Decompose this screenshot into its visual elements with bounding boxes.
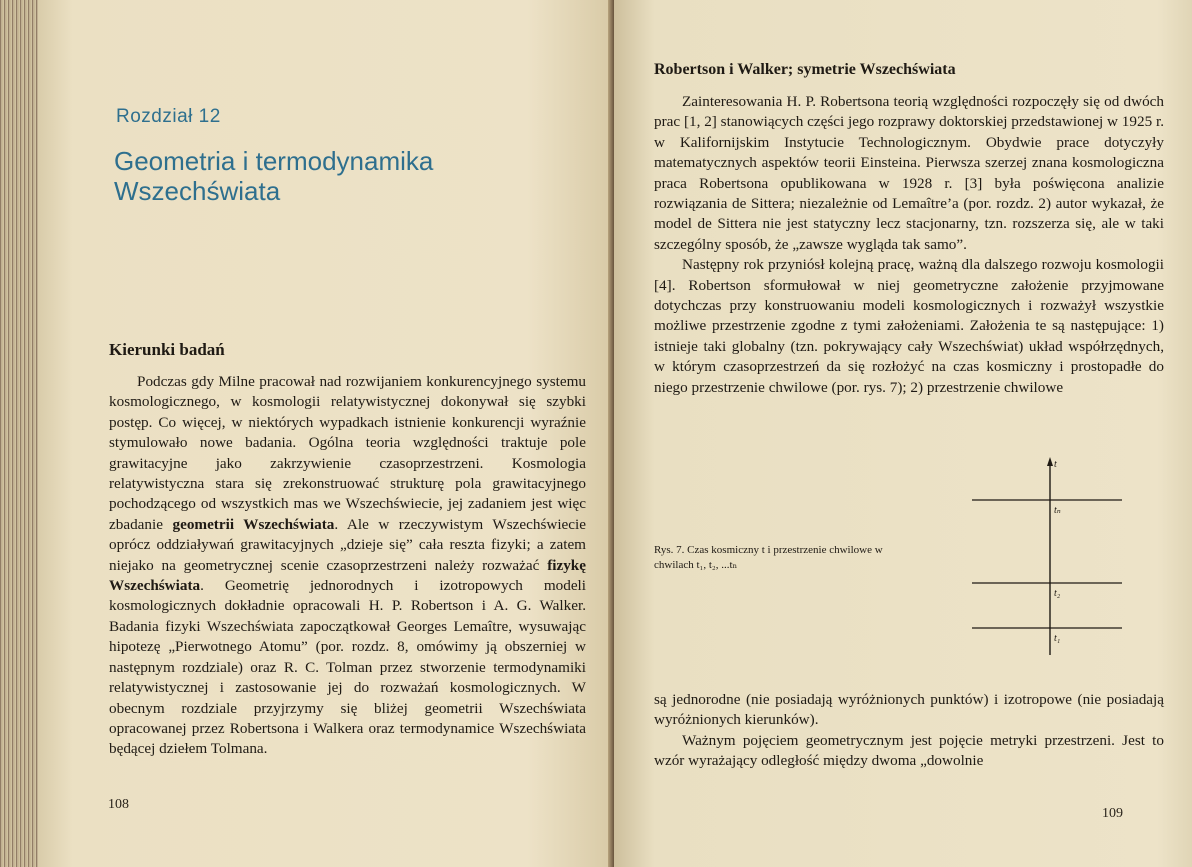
left-paragraph <box>109 372 586 760</box>
chapter-title <box>114 146 534 206</box>
text-run: . Ale w rzeczywistym Wszechświecie oprócz oddziaływań grawitacyjnych „dzieje się” cała reszta fizyki; a zatem niejako na geometrycznej scenie czasoprzestrzeni należy rozważać <box>109 515 586 574</box>
figure-7-diagram <box>972 455 1152 655</box>
right-paragraph-1: Zainteresowania H. P. Robertsona teorią względności rozpoczęły się od dwóch prac [1, 2] stanowiących części jego rozprawy doktorskiej przedstawionej w 1925 r. w Kalifornijskim Instytucie Technologicznym. Obydwie prace dotyczyły matematycznych aspektów teorii Einsteina. Pierwsza szerzej znana kosmologiczna praca Robertsona opublikowana w 1928 r. [3] była poświęcona analizie rozwiązania de Sittera; niezależnie od Lemaître’a (por. rozdz. 2) autor wykazał, że model de Sittera nie jest statyczny lecz stacjonarny, tzn. rozszerza się, ale w taki szczególny sposób, że „zawsze wygląda tak samo”. <box>654 93 1164 253</box>
label-tn: tₙ <box>1054 505 1061 516</box>
text-run: . Geometrię jednorodnych i izotropowych modeli kosmologicznych dokładnie opracowali H. P. Robertson i A. G. Walker. Badania fizyki Wszechświata zapoczątkował Georges Lemaître, wysuwając hipotezę „Pierwotnego Atomu” (por. rozdz. 8, omówimy ją obszerniej w następnym rozdziale) oraz R. C. Tolman przez stworzenie termodynamiki relatywistycznej i zastosowanie jej do rozważań kosmologicznych. W obecnym rozdziale przyjrzymy się bliżej geometrii Wszechświata opracowanej przez Robertsona i Walkera oraz termodynamice Wszechświata będącej dziełem Tolmana. <box>109 577 586 758</box>
left-body-text <box>109 372 586 760</box>
page-edges <box>0 0 40 867</box>
section-heading-robertson: Robertson i Walker; symetrie Wszechświata <box>654 61 956 78</box>
page-number-left: 108 <box>108 797 129 812</box>
time-axis-arrow <box>1047 457 1053 466</box>
right-body-text <box>654 92 1164 398</box>
label-t1: t₁ <box>1054 633 1061 644</box>
right-page <box>614 0 1192 867</box>
chapter-title-line1: Geometria i termodynamika <box>114 146 434 176</box>
bold-term: geometrii Wszechświata <box>172 515 335 533</box>
text-run: Podczas gdy Milne pracował nad rozwijaniem konkurencyjnego systemu kosmologicznego, w kosmologii relatywistycznej dokonywał się szybki postęp. Co więcej, w niektórych wypadkach istnienie konkurencji wyraźnie stymulowało nowe badania. Ogólna teoria względności traktuje pole grawitacyjne jako zakrzywienie czasoprzestrzeni. Kosmologia relatywistyczna stara się zrekonstruować strukturę pola grawitacyjnego pochodzącego od wszystkich mas we Wszechświecie, jej zadaniem jest więc zbadanie <box>109 373 586 533</box>
bold-term: fizykę Wszechświata <box>109 556 586 595</box>
right-paragraph-3: są jednorodne (nie posiadają wyróżnionych punktów) i izotropowe (nie posiadają wyróżnionych kierunków). <box>654 691 1164 729</box>
section-heading-kierunki: Kierunki badań <box>109 340 225 359</box>
page-number-right: 109 <box>1102 806 1123 821</box>
label-t2: t₂ <box>1054 588 1061 599</box>
axis-label-t: t <box>1054 459 1057 470</box>
chapter-label: Rozdział 12 <box>116 106 221 127</box>
right-paragraph-2: Następny rok przyniósł kolejną pracę, ważną dla dalszego rozwoju kosmologii [4]. Robertson sformułował w niej geometryczne założenie przyjmowane dotychczas przy konstruowaniu modeli kosmologicznych i rozważył wszystkie możliwe przestrzenie zgodne z tymi założeniami. Założenia te są następujące: 1) istnieje taki globalny (tzn. pokrywający cały Wszechświat) układ współrzędnych, w którym czasoprzestrzeń da się rozłożyć na czas kosmiczny i prostopadłe do niego przestrzenie chwilowe (por. rys. 7); 2) przestrzenie chwilowe <box>654 256 1164 396</box>
chapter-title-line2: Wszechświata <box>114 176 281 206</box>
right-paragraph-4: Ważnym pojęciem geometrycznym jest pojęcie metryki przestrzeni. Jest to wzór wyrażający odległość między dwoma „dowolnie <box>654 731 1164 770</box>
right-body-text-lower <box>654 690 1164 772</box>
left-page <box>38 0 614 867</box>
figure-caption: Rys. 7. Czas kosmiczny t i przestrzenie chwilowe w chwilach t₁, t₂, ...tₙ <box>654 544 883 571</box>
